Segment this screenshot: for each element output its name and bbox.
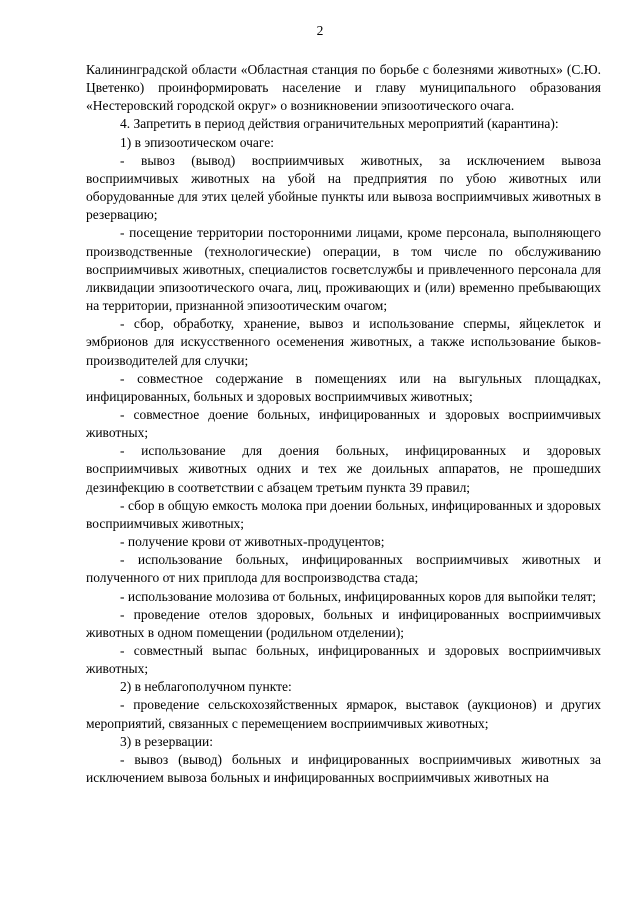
paragraph: - получение крови от животных-продуцентов; <box>120 534 385 550</box>
paragraph: - совместное содержание в помещениях или на выгульных площадках, инфицированных, больных и здоровых восприимчивых животных; <box>86 370 601 404</box>
paragraph: 2) в неблагополучном пункте: <box>120 679 292 695</box>
paragraph: - сбор, обработку, хранение, вывоз и использование спермы, яйцеклеток и эмбрионов для искусственного осеменения животных, а также использование быков-производителей для случки; <box>86 316 601 368</box>
paragraph: - вывоз (вывод) больных и инфицированных восприимчивых животных за исключением вывоза больных и инфицированных восприимчивых животных на <box>86 751 601 786</box>
paragraph: - совместное доение больных, инфицированных и здоровых восприимчивых животных; <box>86 406 601 441</box>
paragraph: - использование для доения больных, инфицированных и здоровых восприимчивых животных одних и тех же доильных аппаратов, не прошедших дезинфекцию в соответствии с абзацем третьим пункта 39 правил; <box>86 443 601 495</box>
paragraph: 3) в резервации: <box>120 733 213 749</box>
paragraph: - посещение территории посторонними лицами, кроме персонала, выполняющего производственные (технологические) операции, в том числе по обслуживанию восприимчивых животных, специалистов госветслужбы и привлеченного персонала для ликвидации эпизоотического очага, лиц, проживающих и (или) временно пребывающих на территории, признанной эпизоотическим очагом; <box>86 225 601 314</box>
paragraph: - использование больных, инфицированных восприимчивых животных и полученного от них приплода для воспроизводства стада; <box>86 552 601 586</box>
paragraph: - проведение отелов здоровых, больных и инфицированных восприимчивых животных в одном помещении (родильном отделении); <box>86 606 601 640</box>
paragraph: 4. Запретить в период действия ограничительных мероприятий (карантина): <box>120 116 559 132</box>
paragraph: - вывоз (вывод) восприимчивых животных, за исключением вывоза восприимчивых животных на убой на предприятия по убою животных или оборудованные для этих целей убойные пункты или вывоза восприимчивых животных в резервацию; <box>86 152 601 223</box>
paragraph: - проведение сельскохозяйственных ярмарок, выставок (аукционов) и других мероприятий, связанных с перемещением восприимчивых животных; <box>86 697 601 731</box>
paragraph: - сбор в общую емкость молока при доении больных, инфицированных и здоровых восприимчивых животных; <box>86 497 601 531</box>
page-number: 2 <box>316 23 324 38</box>
document-body <box>86 61 601 787</box>
paragraph: - использование молозива от больных, инфицированных коров для выпойки телят; <box>120 588 597 604</box>
paragraph: Калининградской области «Областная станция по борьбе с болезнями животных» (С.Ю. Цветенко) проинформировать население и главу муниципального образования «Нестеровский городской округ» о возникновении эпизоотического очага. <box>86 62 601 114</box>
paragraph: - совместный выпас больных, инфицированных и здоровых восприимчивых животных; <box>86 643 601 677</box>
paragraph: 1) в эпизоотическом очаге: <box>120 134 274 150</box>
